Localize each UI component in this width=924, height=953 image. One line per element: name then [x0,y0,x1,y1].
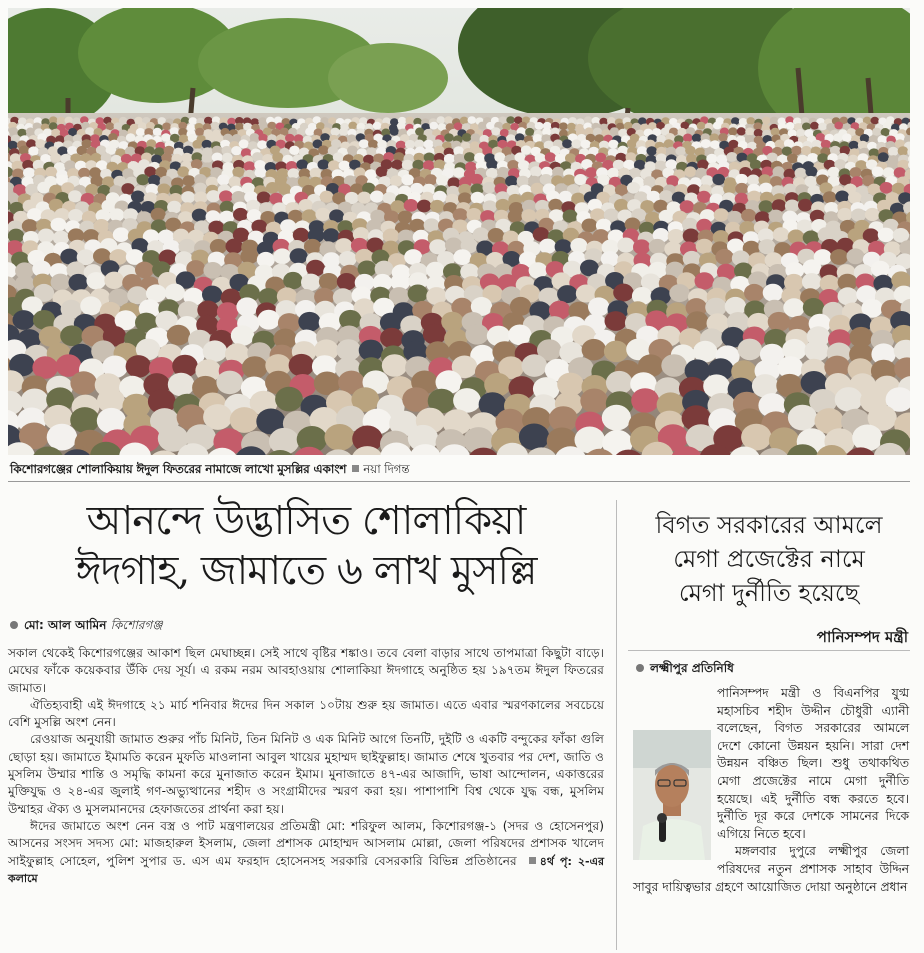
photo-credit: নয়া দিগন্ত [363,462,410,476]
main-headline-line-2: ঈদগাহ, জামাতে ৬ লাখ মুসল্লি [75,548,537,594]
side-divider [628,650,910,651]
bullet-dot-icon [10,621,18,629]
article-paragraph: ঐতিহ্যবাহী এই ঈদগাহে ২১ মার্চ শনিবার ঈদের দিন সকাল ১০টায় শুরু হয় জামাত। এতে এবার স্মরণকালের সবচেয়ে বেশি মুসল্লি অংশ নেন। [8,697,604,730]
side-byline [636,660,734,680]
main-headline-line-1: আনন্দে উদ্ভাসিত শোলাকিয়া [86,498,526,544]
square-bullet-icon [352,465,359,472]
main-article-body [8,645,604,887]
side-headline-line-1: বিগত সরকারের আমলে [655,511,883,539]
article-paragraph: রেওয়াজ অনুযায়ী জামাত শুরুর পাঁচ মিনিট, তিন মিনিট ও এক মিনিট আগে তিনটি, দুইটি ও একটি বন্দুকের ফাঁকা গুলি ছোড়া হয়। জামাতে ইমামতি করেন মুফতি মাওলানা আবুল খায়ের মুহাম্মদ ছাইফুল্লাহ। জামাত শেষে খুতবার পর দেশ, জাতি ও মুসলিম উম্মার শান্তি ও সমৃদ্ধি কামনা করে মুনাজাত করেন ইমাম। মুনাজাতে ৪৭-এর আজাদি, ভাষা আন্দোলন, একাত্তরের মুক্তিযুদ্ধ ও ২৪-এর জুলাই গণ-অভ্যুত্থানের শহীদ ও সংগ্রামীদের স্মরণ করা হয়। পাশাপাশি বিশ্ব থেকে যুদ্ধ বন্ধ, মুসলিম উম্মাহর ঐক্য ও মুসলমানদের হেফাজতের প্রার্থনা করা হয়। [8,732,604,816]
side-kicker: পানিসম্পদ মন্ত্রী [816,628,908,646]
column-divider [616,500,617,950]
side-paragraph-1: পানিসম্পদ মন্ত্রী ও বিএনপির যুগ্ম মহাসচিব শহীদ উদ্দীন চৌধুরী এ্যানী বলেছেন, বিগত সরকারের আমলে দেশে কোনো উন্নয়ন হয়নি। সারা দেশ উন্নয়ন বঞ্চিত ছিল। শুধু তথাকথিত মেগা প্রজেক্টের নামে মেগা দুর্নীতি হয়েছে। এই দুর্নীতি বন্ধ করতে হবে। দুর্নীতি দূর করে দেশকে সামনের দিকে এগিয়ে নিতে হবে। [717,686,909,841]
bullet-dot-icon [636,664,644,672]
square-bullet-icon [529,857,536,864]
minister-portrait-photo [633,730,711,860]
side-byline-text: লক্ষ্মীপুর প্রতিনিধি [650,661,734,675]
main-byline [10,617,163,637]
photo-caption [10,461,910,481]
side-headline [628,508,910,610]
caption-divider [8,481,910,482]
article-paragraph-text: ঈদের জামাতে অংশ নেন বস্ত্র ও পাট মন্ত্রণালয়ের প্রতিমন্ত্রী মো: শরিফুল আলম, কিশোরগঞ্জ-১ (সদর ও হোসেনপুর) আসনের সংসদ সদস্য মো: মাজহারুল ইসলাম, জেলা প্রশাসক মোহাম্মদ আসলাম মোল্লা, জেলা পরিষদের প্রশাসক খালেদ সাইফুল্লাহ সোহেল, পুলিশ সুপার ড. এস এম ফরহাদ হোসেনসহ সরকারি বেসরকারি বিভিন্ন প্রতিষ্ঠানের [8,818,604,868]
side-headline-line-2: মেগা প্রজেক্টের নামে [673,545,865,573]
crowd-photo-illustration [8,8,910,455]
article-paragraph [8,818,604,887]
side-article-body [633,685,909,896]
article-paragraph: সকাল থেকেই কিশোরগঞ্জের আকাশ ছিল মেঘাচ্ছন্ন। সেই সাথে বৃষ্টির শঙ্কাও। তবে বেলা বাড়ার সাথে তাপমাত্রা কিছুটা বাড়ে। মেঘের ফাঁকে কয়েকবার উঁকি দেয় সূর্য। এ রকম নরম আবহাওয়ায় শোলাকিয়া ঈদগাহে অনুষ্ঠিত হয় ১৯৭তম ঈদুল ফিতরের জামাত। [8,646,604,695]
main-headline [8,496,604,596]
photo-caption-text: কিশোরগঞ্জের শোলাকিয়ায় ঈদুল ফিতরের নামাজে লাখো মুসল্লির একাংশ [10,462,347,476]
eid-prayer-photo [8,8,910,455]
side-headline-line-3: মেগা দুর্নীতি হয়েছে [678,579,860,607]
continued-reference: ৪র্থ পৃ: ২-এর কলামে [8,854,604,885]
side-paragraph-2: মঙ্গলবার দুপুরে লক্ষ্মীপুর জেলা পরিষদের নতুন প্রশাসক সাহাব উদ্দিন সাবুর দায়িত্বভার গ্রহণে আয়োজিত দোয়া অনুষ্ঠানে প্রধান [633,844,909,894]
dateline-location: কিশোরগঞ্জ [110,618,163,632]
author-name: মো: আল আমিন [24,618,107,632]
